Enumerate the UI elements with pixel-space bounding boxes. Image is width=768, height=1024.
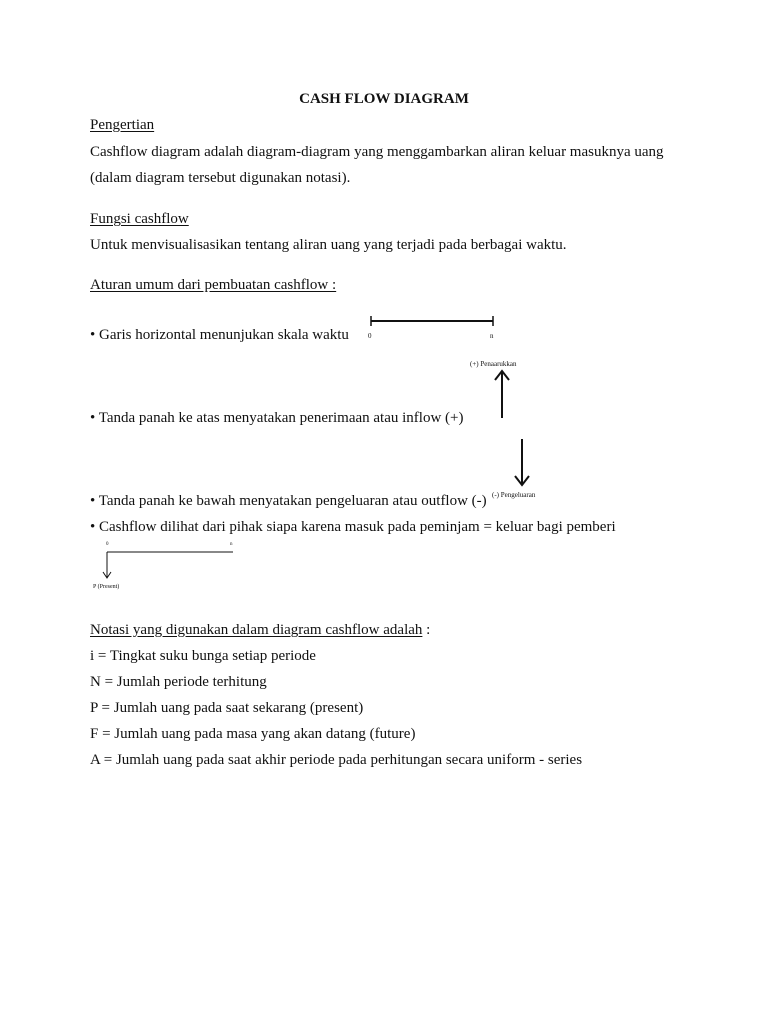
timeline-end-label: n [490,332,494,340]
page-title: CASH FLOW DIAGRAM [299,91,469,107]
timeline-diagram [365,312,505,346]
present-end-label: n [230,542,233,547]
notation-item-a: A = Jumlah uang pada saat akhir periode pada perhitungan secara uniform - series [90,752,583,768]
notation-heading: Notasi yang digunakan dalam diagram cashflow adalah [90,622,423,638]
inflow-arrow-icon [490,368,514,420]
notation-item-p: P = Jumlah uang pada saat sekarang (present) [90,700,364,716]
outflow-label: (-) Pengeluaran [492,491,536,499]
rule-item-inflow: • Tanda panah ke atas menyatakan penerimaan atau inflow (+) [90,410,464,426]
rule-item-perspective: • Cashflow dilihat dari pihak siapa karena masuk pada peminjam = keluar bagi pemberi [90,519,616,535]
rule-item-outflow: • Tanda panah ke bawah menyatakan pengeluaran atau outflow (-) [90,493,487,509]
rules-heading: Aturan umum dari pembuatan cashflow : [90,277,337,293]
function-heading: Fungsi cashflow [90,211,189,227]
definition-heading: Pengertian [90,117,155,133]
notation-item-f: F = Jumlah uang pada masa yang akan datang (future) [90,726,416,742]
notation-heading-colon: : [422,622,431,638]
definition-line-1: Cashflow diagram adalah diagram-diagram yang menggambarkan aliran keluar masuknya uang [90,144,664,160]
timeline-start-label: 0 [368,332,372,340]
notation-item-n: N = Jumlah periode terhitung [90,674,267,690]
definition-line-2: (dalam diagram tersebut digunakan notasi). [90,170,351,186]
notation-heading-row [90,621,430,639]
notation-item-i: i = Tingkat suku bunga setiap periode [90,648,316,664]
inflow-label: (+) Penaarukkan [470,360,517,368]
rule-item-horizontal-line: • Garis horizontal menunjukan skala waktu [90,327,349,343]
present-start-label: 0 [106,542,109,547]
outflow-arrow-icon [510,437,534,489]
present-diagram [95,548,240,588]
function-text: Untuk menvisualisasikan tentang aliran uang yang terjadi pada berbagai waktu. [90,237,567,253]
present-label: P (Present) [93,584,120,590]
